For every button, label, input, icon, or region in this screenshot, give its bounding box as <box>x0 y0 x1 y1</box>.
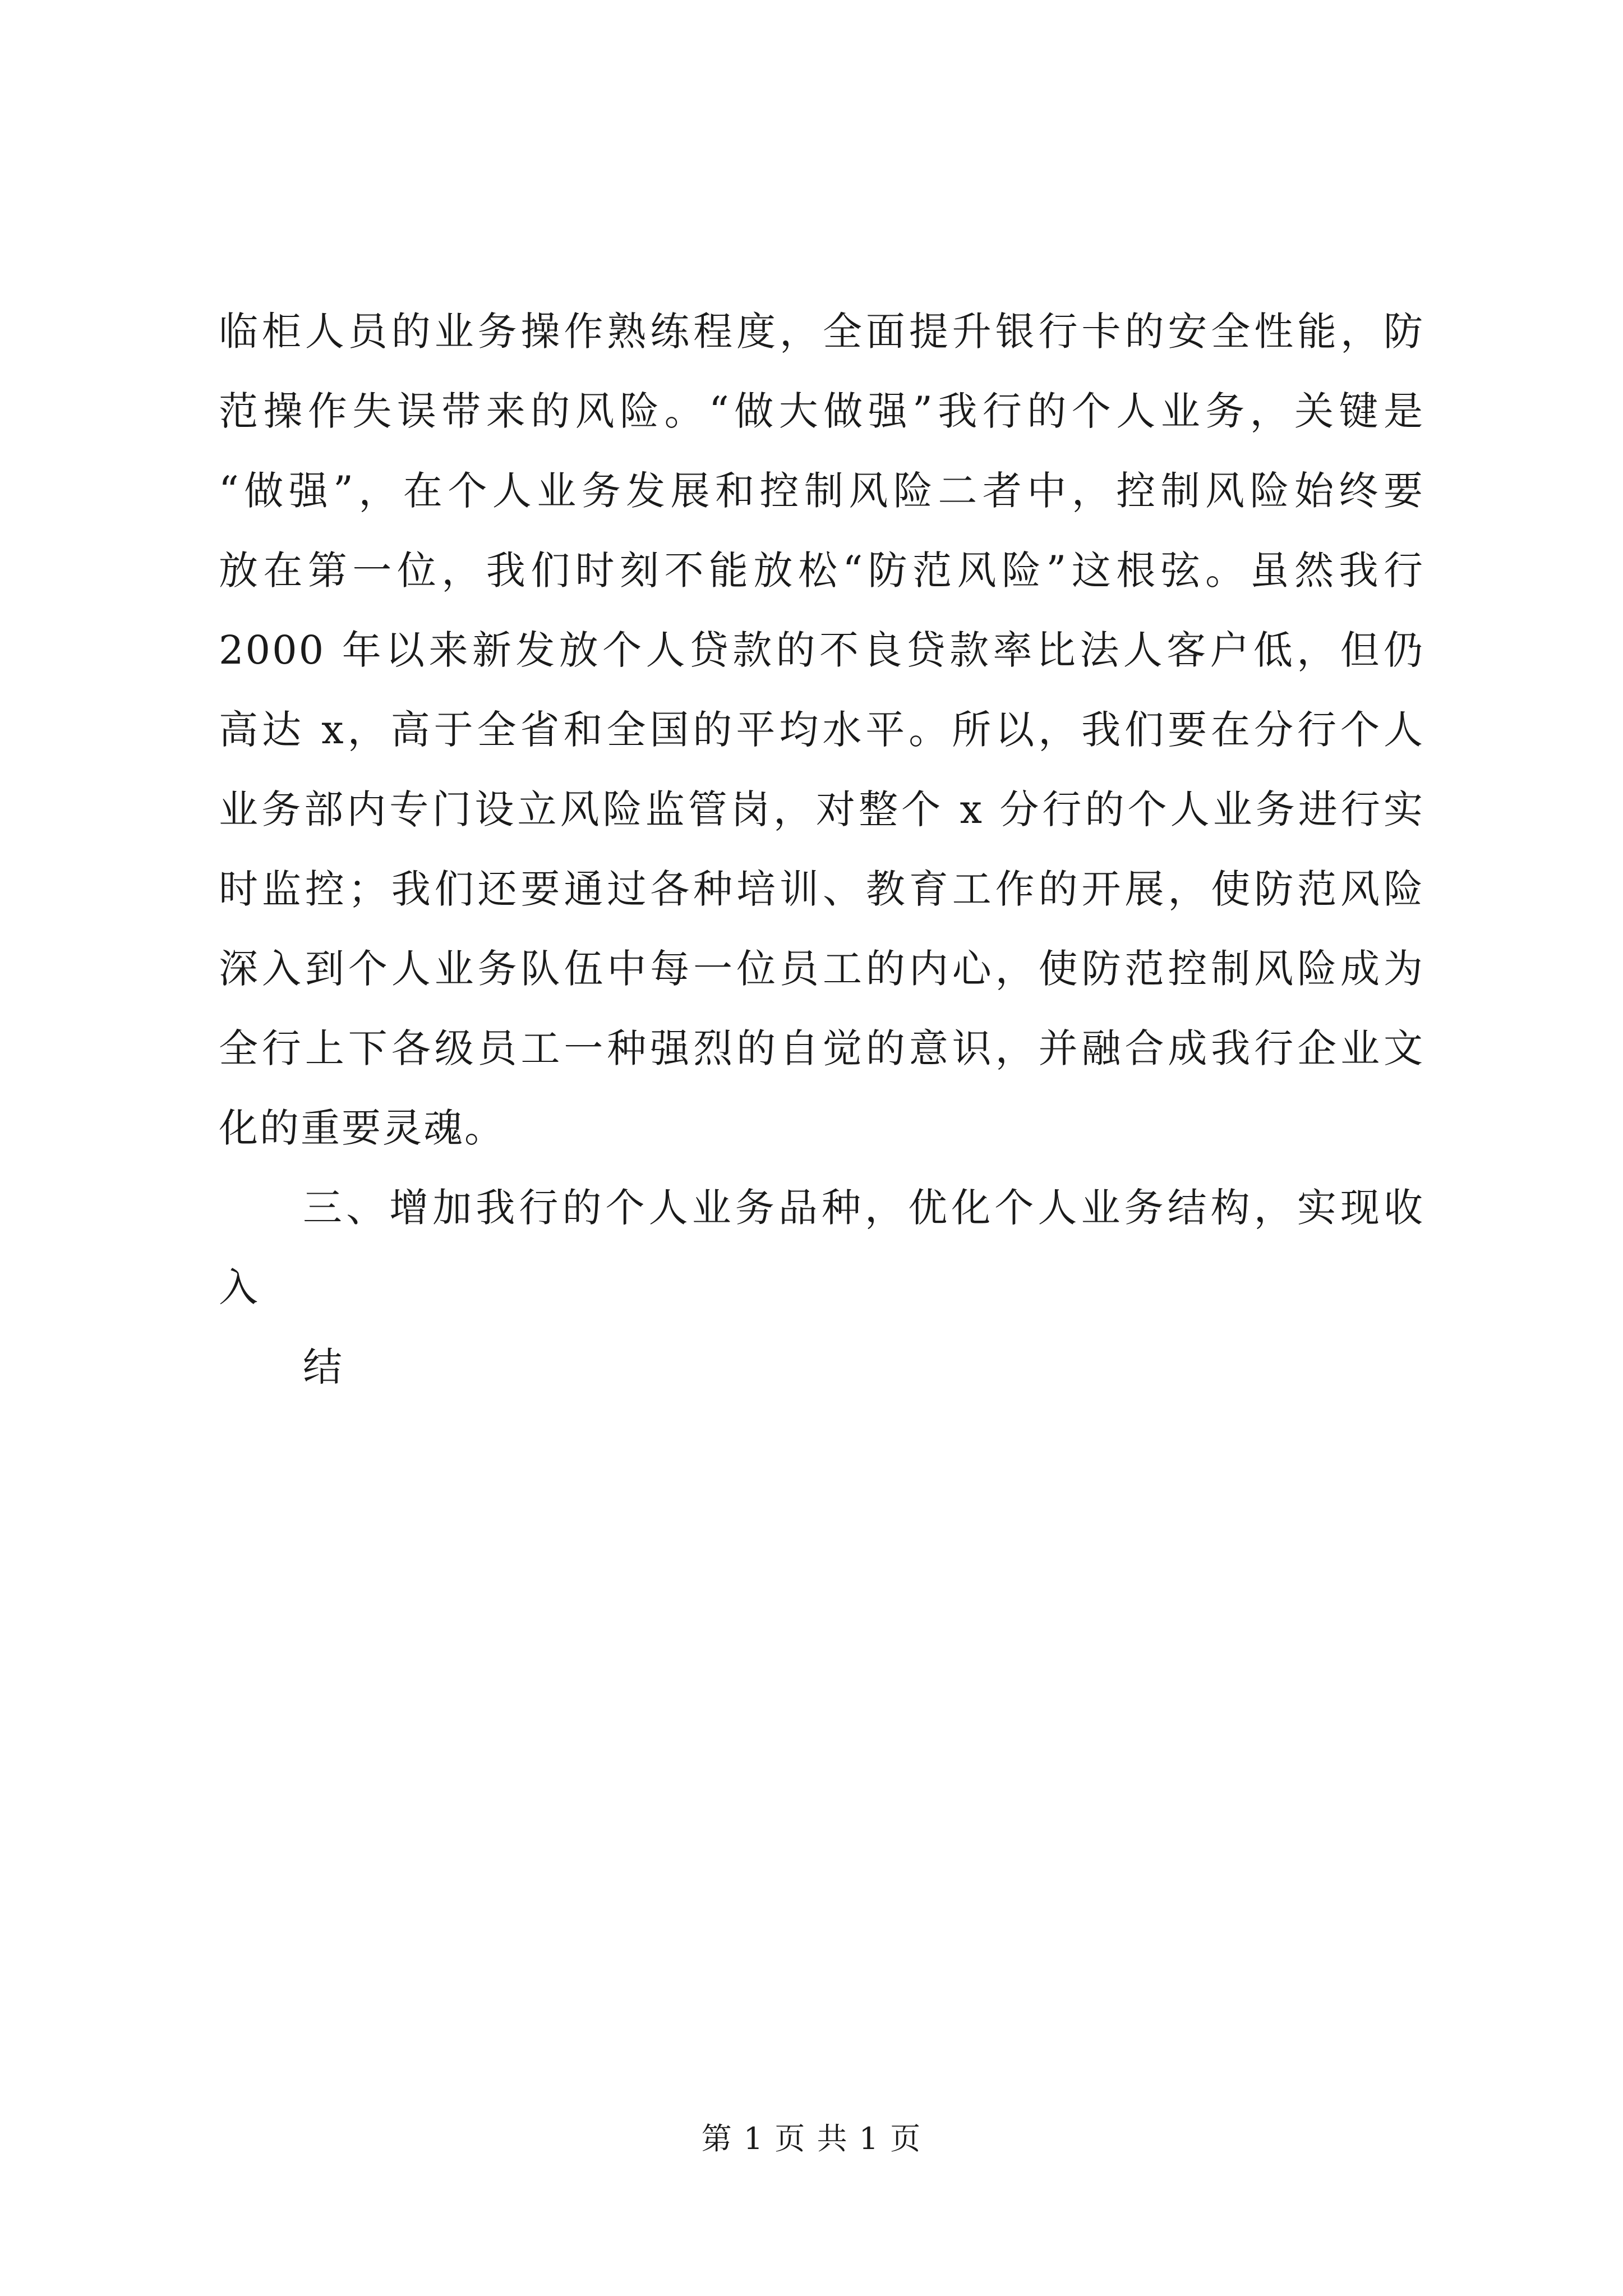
text-line: 临柜人员的业务操作熟练程度，全面提升银行卡的安全性能，防 <box>219 309 1424 355</box>
paragraph-risk-control <box>219 292 1424 1168</box>
text-line: 结 <box>303 1344 344 1390</box>
text-line: 放在第一位，我们时刻不能放松“防范风险”这根弦。虽然我行 <box>219 547 1424 593</box>
document-body <box>219 292 1424 1407</box>
text-line: 全行上下各级员工一种强烈的自觉的意识，并融合成我行企业文 <box>219 1025 1424 1071</box>
text-line: 范操作失误带来的风险。“做大做强”我行的个人业务，关键是 <box>219 388 1424 434</box>
text-line: 高达 x，高于全省和全国的平均水平。所以，我们要在分行个人 <box>219 707 1424 753</box>
text-line: 化的重要灵魂。 <box>219 1105 505 1151</box>
section-heading-three <box>219 1168 1424 1327</box>
text-line: “做强”，在个人业务发展和控制风险二者中，控制风险始终要 <box>219 468 1424 514</box>
page-footer: 第 1 页 共 1 页 <box>701 2121 922 2156</box>
text-line: 深入到个人业务队伍中每一位员工的内心，使防范控制风险成为 <box>219 946 1424 992</box>
text-line: 业务部内专门设立风险监管岗，对整个 x 分行的个人业务进行实 <box>219 786 1424 832</box>
heading-line: 入 <box>219 1264 260 1310</box>
text-line: 2000 年以来新发放个人贷款的不良贷款率比法人客户低，但仍 <box>219 627 1424 673</box>
heading-line: 三、增加我行的个人业务品种，优化个人业务结构，实现收 <box>303 1185 1424 1231</box>
text-line: 时监控；我们还要通过各种培训、教育工作的开展，使防范风险 <box>219 866 1424 912</box>
paragraph-fragment <box>219 1327 1424 1407</box>
